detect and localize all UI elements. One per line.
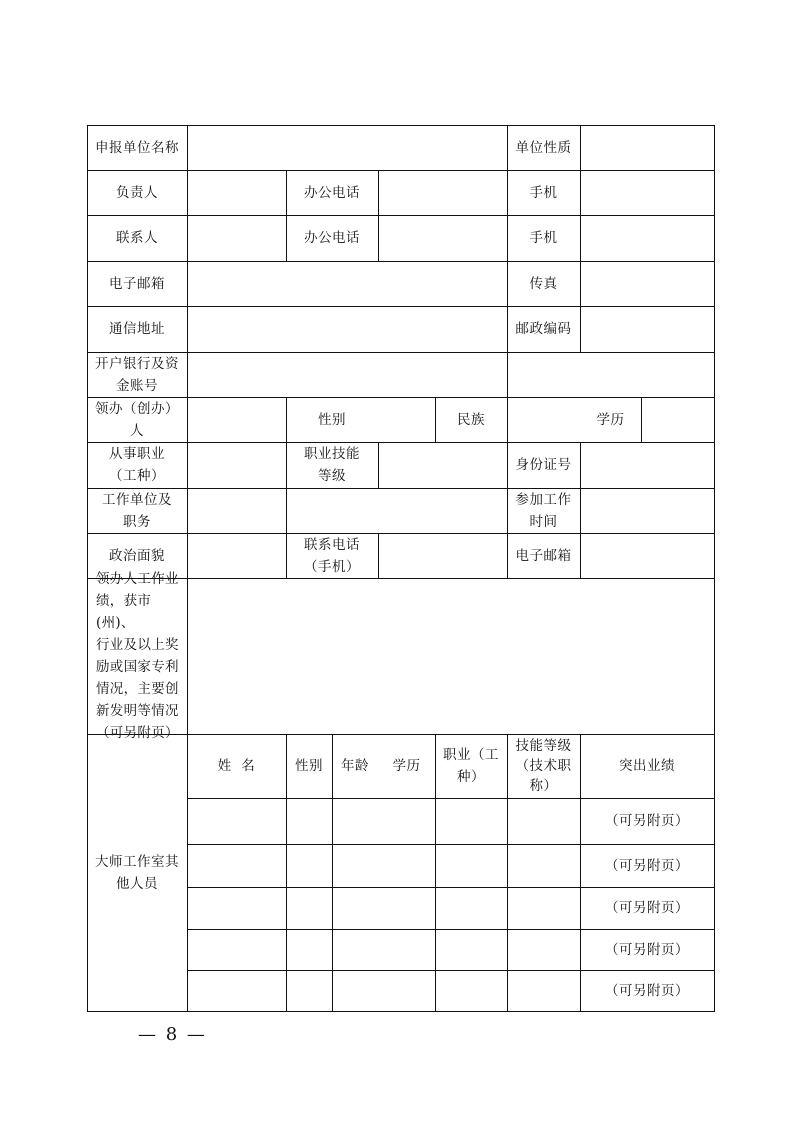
member-row-performance[interactable]: （可另附页） (605, 982, 689, 999)
gender-field[interactable] (378, 397, 435, 442)
occupation-field[interactable] (187, 442, 286, 488)
education-label: 学历 (596, 411, 625, 428)
skill-level-label: 职业技能 等级 (304, 446, 360, 484)
achievements-field[interactable] (187, 578, 714, 734)
unit-name-field[interactable] (187, 125, 507, 170)
members-header-name: 姓 名 (217, 758, 256, 774)
email-field[interactable] (187, 261, 507, 306)
members-header-skill: 技能等级 （技术职 称） (515, 738, 572, 794)
members-header-performance: 突出业绩 (619, 758, 675, 774)
occupation-label: 从事职业 （工种） (109, 446, 165, 484)
leader-field[interactable] (187, 397, 286, 442)
ethnicity-field[interactable] (507, 397, 580, 442)
mobile-label: 手机 (529, 184, 558, 201)
bank-field[interactable] (187, 352, 714, 397)
address-label: 通信地址 (109, 321, 165, 337)
email-label: 电子邮箱 (109, 275, 165, 292)
politics-label: 政治面貌 (109, 547, 165, 564)
gender-label: 性别 (318, 411, 346, 428)
person-in-charge-field[interactable] (187, 170, 286, 215)
bank-label: 开户银行及资 金账号 (95, 355, 179, 394)
postcode-label: 邮政编码 (515, 321, 572, 337)
members-header-occupation: 职业（工 种） (443, 747, 499, 785)
members-header-education: 学历 (392, 758, 421, 774)
office-phone-label: 办公电话 (304, 184, 360, 201)
start-work-label: 参加工作 时间 (515, 491, 572, 530)
workplace-label: 工作单位及 职务 (102, 491, 172, 530)
leader-email-field[interactable] (580, 533, 714, 578)
id-number-label: 身份证号 (515, 457, 572, 473)
contact-mobile-label: 手机 (529, 230, 558, 246)
members-header-age: 年龄 (341, 758, 369, 774)
politics-field[interactable] (187, 533, 286, 578)
leader-label: 领办（创办） 人 (95, 400, 179, 439)
member-row-performance[interactable]: （可另附页） (605, 813, 689, 829)
postcode-field[interactable] (580, 306, 714, 352)
fax-label: 传真 (529, 275, 558, 292)
member-row-performance[interactable]: （可另附页） (605, 900, 689, 916)
member-row-performance[interactable]: （可另附页） (605, 941, 689, 958)
address-field[interactable] (187, 306, 507, 352)
id-number-field[interactable] (580, 442, 714, 488)
page-number: — 8 — (138, 1024, 207, 1045)
contact-mobile-field[interactable] (580, 215, 714, 261)
unit-type-label: 单位性质 (515, 139, 572, 156)
other-members-label: 大师工作室其 他人员 (95, 853, 179, 892)
unit-name-label: 申报单位名称 (95, 139, 179, 156)
contact-phone-field[interactable] (378, 533, 507, 578)
fax-field[interactable] (580, 261, 714, 306)
mobile-field[interactable] (580, 170, 714, 215)
workplace-field[interactable] (187, 488, 507, 533)
education-field[interactable] (641, 397, 714, 442)
office-phone-field[interactable] (378, 170, 507, 215)
col-line (714, 125, 715, 1012)
person-in-charge-label: 负责人 (116, 184, 158, 201)
contact-label: 联系人 (116, 230, 158, 246)
contact-field[interactable] (187, 215, 286, 261)
contact-office-phone-field[interactable] (378, 215, 507, 261)
contact-office-phone-label: 办公电话 (304, 230, 360, 246)
skill-level-field[interactable] (378, 442, 507, 488)
unit-type-field[interactable] (580, 125, 714, 170)
start-work-field[interactable] (580, 488, 714, 533)
ethnicity-label: 民族 (457, 411, 485, 428)
achievements-label: 领办人工作业 绩，获市(州)、 行业及以上奖 励或国家专利 情况，主要创 新发明等情况 （可另附页） (96, 571, 179, 741)
members-header-gender: 性别 (295, 758, 323, 774)
member-row-performance[interactable]: （可另附页） (605, 857, 689, 874)
row-line (87, 1011, 715, 1012)
leader-email-label: 电子邮箱 (515, 547, 572, 564)
contact-phone-label: 联系电话 （手机） (304, 536, 360, 575)
application-form (87, 125, 715, 1012)
